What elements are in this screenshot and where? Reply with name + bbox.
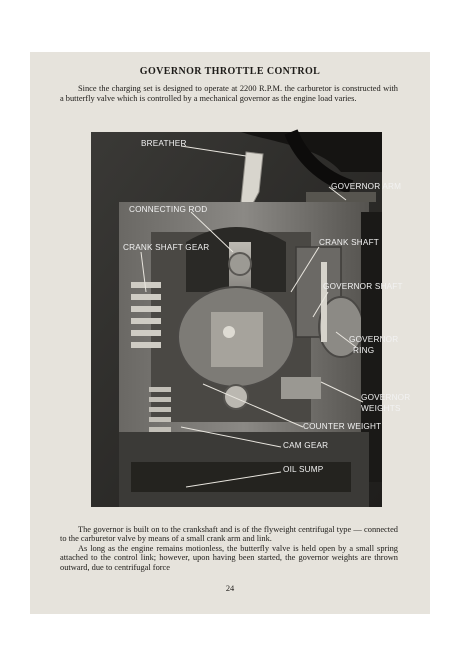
label-governor-ring-line-1: GOVERNOR: [349, 335, 399, 344]
label-governor-arm: GOVERNOR ARM: [331, 182, 402, 191]
page-heading: GOVERNOR THROTTLE CONTROL: [139, 66, 321, 77]
body-text: [60, 525, 398, 572]
engine-illustration: [91, 132, 411, 507]
engine-photograph: [91, 132, 411, 507]
page-number: 24: [225, 584, 235, 593]
label-governor-weights-line-1: GOVERNOR: [361, 393, 411, 402]
label-oil-sump: OIL SUMP: [283, 465, 324, 474]
paragraph-governor-operation: As long as the engine remains motionless, the butterfly valve is held open by a small spring attached to the control link; however, upon having been started, the governor weights are thrown outward, due to centrifugal force: [60, 543, 398, 572]
document-page: [30, 52, 430, 614]
label-governor-shaft: GOVERNOR SHAFT: [323, 282, 403, 291]
paragraph-governor-type: The governor is built on to the crankshaft and is of the flyweight centrifugal type — connected to the carburetor valve by means of a small crank arm and link.: [60, 525, 398, 544]
label-counter-weight: COUNTER WEIGHT: [303, 422, 382, 431]
label-breather: BREATHER: [141, 139, 187, 148]
label-connecting-rod: CONNECTING ROD: [129, 205, 208, 214]
label-crank-shaft: CRANK SHAFT: [319, 238, 379, 247]
label-governor-weights-line-2: WEIGHTS: [361, 404, 401, 413]
label-crank-shaft-gear: CRANK SHAFT GEAR: [123, 243, 210, 252]
label-cam-gear: CAM GEAR: [283, 441, 329, 450]
intro-paragraph: Since the charging set is designed to operate at 2200 R.P.M. the carburetor is constructed with a butterfly valve which is controlled by a mechanical governor as the engine load varies.: [60, 84, 398, 103]
label-governor-ring-line-2: RING: [353, 346, 375, 355]
